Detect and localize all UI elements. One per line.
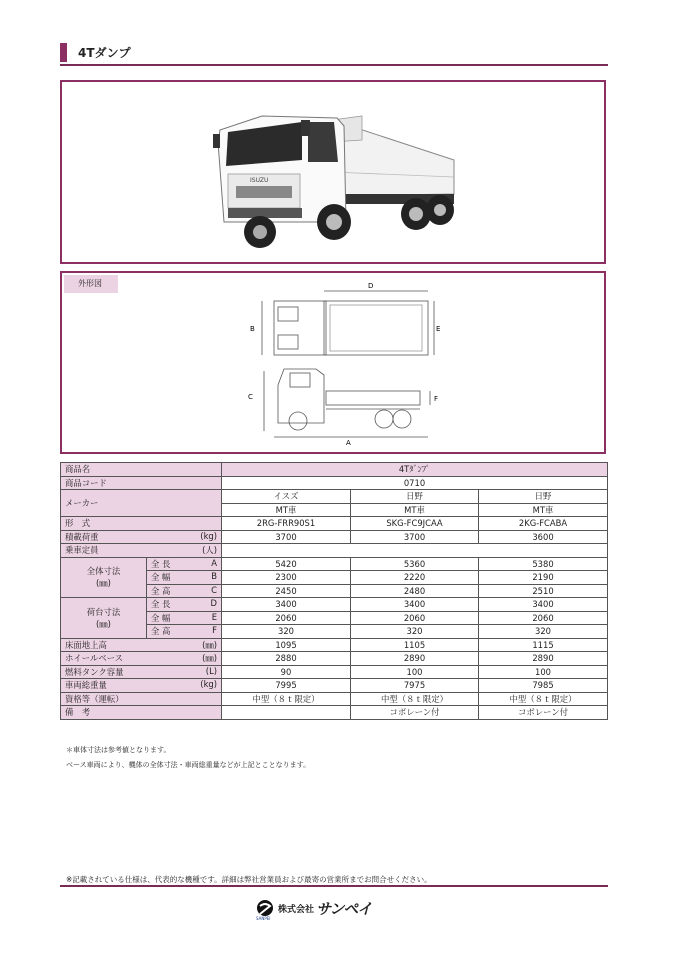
remarks-label: 備 考 <box>61 706 222 720</box>
fuel-label-cell: 燃料タンク容量 (L) <box>61 665 222 679</box>
company-prefix: 株式会社 <box>278 904 315 915</box>
model-label: 形 式 <box>61 517 222 531</box>
overall-cell: 5360 <box>351 557 479 571</box>
bed-cell: 3400 <box>351 598 479 612</box>
wheelbase-cell: 2880 <box>222 652 351 666</box>
table-row <box>61 517 608 531</box>
title-bar <box>60 42 608 66</box>
capacity-label-cell <box>61 544 222 558</box>
bed-unit: (㎜) <box>96 618 111 629</box>
transmission-cell: MT車 <box>351 503 479 517</box>
table-row <box>61 490 608 504</box>
bed-subrow-label: 全 高 F <box>147 625 222 639</box>
table-row <box>61 679 608 693</box>
bed-cell: 2060 <box>479 611 608 625</box>
capacity-cell <box>222 544 608 558</box>
payload-cell: 3700 <box>222 530 351 544</box>
remarks-cell <box>222 706 351 720</box>
payload-unit: (kg) <box>200 530 217 541</box>
license-cell: 中型（８ｔ限定） <box>222 692 351 706</box>
bed-cell: 2060 <box>222 611 351 625</box>
floor-cell: 1095 <box>222 638 351 652</box>
license-label: 資格等（運転） <box>61 692 222 706</box>
overall-cell: 2300 <box>222 571 351 585</box>
wheelbase-label-cell: ホイールベース (㎜) <box>61 652 222 666</box>
svg-text:ISUZU: ISUZU <box>250 177 269 184</box>
bed-cell: 3400 <box>222 598 351 612</box>
gvw-label-cell: 車両総重量 (kg) <box>61 679 222 693</box>
table-row <box>61 652 608 666</box>
transmission-cell: MT車 <box>222 503 351 517</box>
table-row <box>61 665 608 679</box>
logo-subtext: SANPEI <box>256 916 271 921</box>
payload-label-cell <box>61 530 222 544</box>
page-title: 4Tダンプ <box>78 46 131 60</box>
remarks-cell: コボレーン付 <box>351 706 479 720</box>
license-cell: 中型（８ｔ限定） <box>351 692 479 706</box>
dim-d-label: D <box>368 282 374 290</box>
fuel-cell: 100 <box>479 665 608 679</box>
bed-label: 荷台寸法 <box>86 606 121 617</box>
capacity-unit: (人) <box>202 545 217 556</box>
table-row <box>61 544 608 558</box>
note-line-2: ベース車両により、機体の全体寸法・車両総重量などが上記とことなります。 <box>66 761 311 769</box>
footer-divider <box>60 885 608 887</box>
dim-f-label: F <box>434 395 439 403</box>
table-row <box>61 530 608 544</box>
dim-c-label: C <box>248 393 253 401</box>
gvw-cell: 7995 <box>222 679 351 693</box>
spec-table <box>60 462 608 720</box>
table-row <box>61 557 608 571</box>
dump-truck-image <box>62 82 604 262</box>
gvw-cell: 7975 <box>351 679 479 693</box>
table-row <box>61 463 608 477</box>
payload-cell: 3600 <box>479 530 608 544</box>
product-name: 4Tﾀﾞﾝﾌﾟ <box>222 463 608 477</box>
maker-cell: 日野 <box>351 490 479 504</box>
bed-label-cell <box>61 598 147 639</box>
diagram-label: 外形図 <box>64 275 118 293</box>
payload-label: 積載荷重 <box>65 531 99 542</box>
table-row <box>61 598 608 612</box>
product-code: 0710 <box>222 476 608 490</box>
sanpei-logo-icon <box>256 899 274 917</box>
maker-cell: 日野 <box>479 490 608 504</box>
transmission-cell: MT車 <box>479 503 608 517</box>
capacity-label: 乗車定員 <box>65 545 99 556</box>
model-cell: 2RG-FRR90S1 <box>222 517 351 531</box>
overall-cell: 5420 <box>222 557 351 571</box>
floor-label-cell: 床面地上高 (㎜) <box>61 638 222 652</box>
overall-cell: 2220 <box>351 571 479 585</box>
bed-cell: 320 <box>479 625 608 639</box>
model-cell: 2KG-FCABA <box>479 517 608 531</box>
overall-cell: 2450 <box>222 584 351 598</box>
overall-unit: (㎜) <box>96 578 111 589</box>
table-row <box>61 638 608 652</box>
dim-a-label: A <box>346 439 351 447</box>
overall-cell: 2510 <box>479 584 608 598</box>
truck-photo-frame <box>60 80 606 264</box>
overall-subrow-label: 全 長 A <box>147 557 222 571</box>
bed-cell: 2060 <box>351 611 479 625</box>
payload-cell: 3700 <box>351 530 479 544</box>
maker-cell: イスズ <box>222 490 351 504</box>
product-code-label: 商品コード <box>61 476 222 490</box>
wheelbase-cell: 2890 <box>479 652 608 666</box>
maker-label: メーカー <box>61 490 222 517</box>
overall-cell: 2480 <box>351 584 479 598</box>
outline-diagram <box>62 273 604 452</box>
footer-note: ※記載されている仕様は、代表的な機種です。詳細は弊社営業員および最寄の営業所までお問合せください。 <box>66 875 432 884</box>
company-name: サンペイ <box>316 899 372 918</box>
title-accent <box>60 43 67 62</box>
fuel-cell: 90 <box>222 665 351 679</box>
wheelbase-cell: 2890 <box>351 652 479 666</box>
remarks-cell: コボレーン付 <box>479 706 608 720</box>
model-cell: SKG-FC9JCAA <box>351 517 479 531</box>
overall-label-cell <box>61 557 147 598</box>
overall-subrow-label: 全 高 C <box>147 584 222 598</box>
table-row <box>61 692 608 706</box>
company-logo <box>256 898 372 921</box>
bed-subrow-label: 全 幅 E <box>147 611 222 625</box>
floor-cell: 1115 <box>479 638 608 652</box>
outline-diagram-frame <box>60 271 606 454</box>
table-row <box>61 476 608 490</box>
overall-subrow-label: 全 幅 B <box>147 571 222 585</box>
note-line-1: ＊車体寸法は参考値となります。 <box>66 746 171 754</box>
table-row <box>61 706 608 720</box>
dim-b-label: B <box>250 325 255 333</box>
product-name-label: 商品名 <box>61 463 222 477</box>
gvw-cell: 7985 <box>479 679 608 693</box>
bed-cell: 320 <box>222 625 351 639</box>
floor-cell: 1105 <box>351 638 479 652</box>
bed-subrow-label: 全 長 D <box>147 598 222 612</box>
license-cell: 中型（８ｔ限定） <box>479 692 608 706</box>
overall-label: 全体寸法 <box>86 566 121 577</box>
bed-cell: 320 <box>351 625 479 639</box>
fuel-cell: 100 <box>351 665 479 679</box>
overall-cell: 2190 <box>479 571 608 585</box>
dim-e-label: E <box>436 325 441 333</box>
overall-cell: 5380 <box>479 557 608 571</box>
bed-cell: 3400 <box>479 598 608 612</box>
